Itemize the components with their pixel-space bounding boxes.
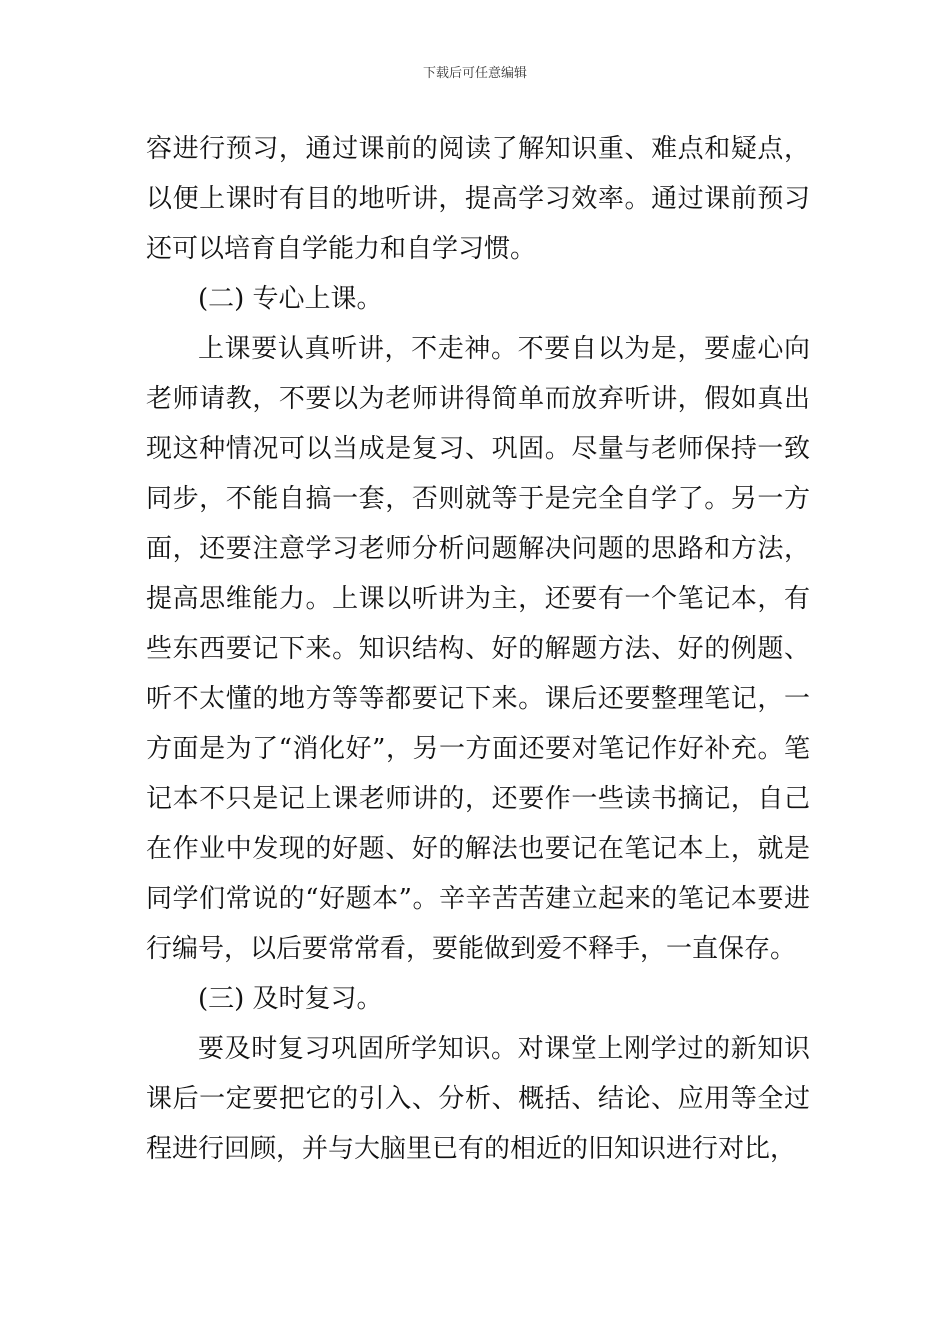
section-heading-attend-class: (二) 专心上课。 — [198, 284, 383, 314]
paragraph-attend-class: 上课要认真听讲，不走神。不要自以为是，要虚心向老师请教，不要以为老师讲得简单而放弃听讲，假如真出现这种情况可以当成是复习、巩固。尽量与老师保持一致同步，不能自搞一套，否则就等于是完全自学了。另一方面，还要注意学习老师分析问题解决问题的思路和方法，提高思维能力。上课以听讲为主，还要有一个笔记本，有些东西要记下来。知识结构、好的解题方法、好的例题、听不太懂的地方等等都要记下来。课后还要整理笔记，一方面是为了“消化好”，另一方面还要对笔记作好补充。笔记本不只是记上课老师讲的，还要作一些读书摘记，自己在作业中发现的好题、好的解法也要记在笔记本上，就是同学们常说的“好题本”。辛辛苦苦建立起来的笔记本要进行编号，以后要常常看，要能做到爱不释手，一直保存。 — [146, 334, 810, 964]
paragraph-continuation: 容进行预习，通过课前的阅读了解知识重、难点和疑点，以便上课时有目的地听讲，提高学习效率。通过课前预习还可以培育自学能力和自学习惯。 — [146, 134, 810, 264]
body-text — [146, 124, 810, 1174]
page-header: 下载后可任意编辑 — [422, 66, 527, 81]
paragraph-review: 要及时复习巩固所学知识。对课堂上刚学过的新知识课后一定要把它的引入、分析、概括、结论、应用等全过程进行回顾，并与大脑里已有的相近的旧知识进行对比， — [146, 1034, 810, 1164]
section-heading-review: (三) 及时复习。 — [198, 984, 383, 1014]
